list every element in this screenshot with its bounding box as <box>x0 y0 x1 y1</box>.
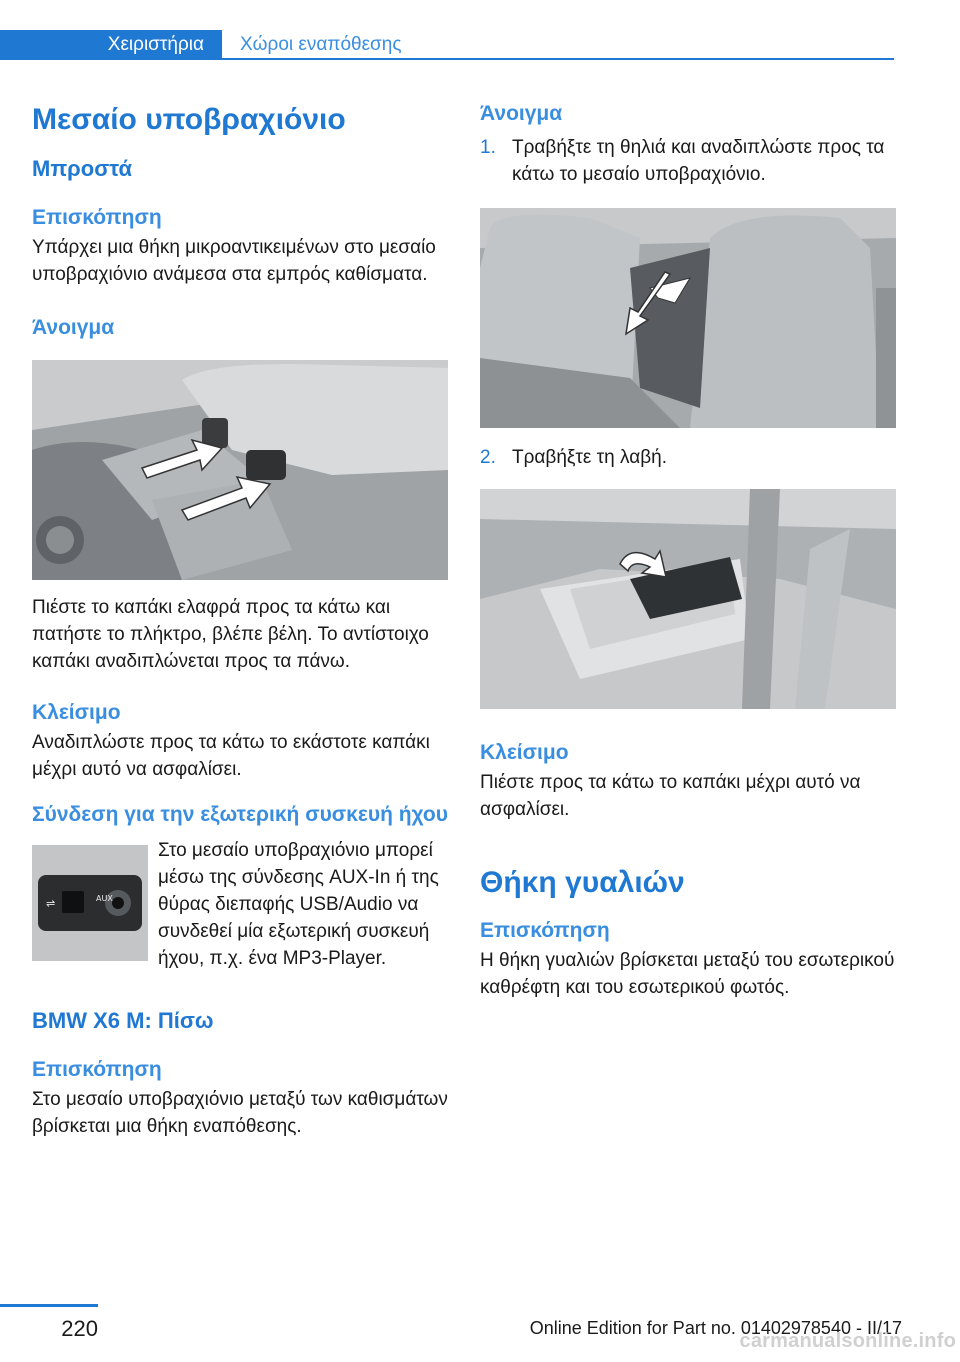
front-armrest-photo <box>32 360 448 580</box>
step-2-text: Τραβήξτε τη λαβή. <box>512 447 667 468</box>
rear-closing-heading: Κλείσιμο <box>480 741 569 764</box>
aux-text: Στο μεσαίο υποβραχιόνιο μπορεί μέσω της σύνδεσης AUX-In ή της θύρας διεπαφής USB/Audio να συνδεθεί μία εξωτερική συσκευή ήχου, π.χ. ένα MP3-Player. <box>158 840 439 969</box>
edition-label: Online Edition for Part no. 01402978540 - II/17 <box>529 1318 902 1338</box>
svg-text:⇌: ⇌ <box>46 897 56 910</box>
left-column <box>32 100 448 1140</box>
page-header <box>0 30 894 60</box>
rear-seat-photo <box>480 208 896 428</box>
closing-text: Αναδιπλώστε προς τα κάτω το εκάστοτε καπάκι μέχρι αυτό να ασφαλίσει. <box>32 732 430 780</box>
step-1-number: 1. <box>480 137 496 158</box>
step-1 <box>480 134 896 188</box>
header-divider <box>222 58 894 60</box>
rear-opening-heading: Άνοιγμα <box>480 102 563 125</box>
closing-heading: Κλείσιμο <box>32 701 121 724</box>
aux-heading: Σύνδεση για την εξωτερική συσκευή ήχου <box>32 803 448 826</box>
section-tab[interactable]: Χώροι εναπόθεσης <box>240 34 402 55</box>
page-number: 220 <box>61 1316 98 1341</box>
aux-section <box>32 837 448 972</box>
overview-text: Υπάρχει μια θήκη μικροαντικειμένων στο μεσαίο υποβραχιόνιο ανάμεσα στα εμπρός καθίσματα. <box>32 237 436 285</box>
step-2 <box>480 444 896 471</box>
overview-heading: Επισκόπηση <box>32 206 162 229</box>
rear-closing-text: Πιέστε προς τα κάτω το καπάκι μέχρι αυτό να ασφαλίσει. <box>480 772 861 820</box>
aux-port-photo <box>32 845 148 961</box>
page-title: Μεσαίο υποβραχιόνιο <box>32 103 346 136</box>
front-heading: Μπροστά <box>32 156 132 181</box>
rear-heading: BMW X6 M: Πίσω <box>32 1008 214 1033</box>
right-column <box>480 100 896 1001</box>
opening-text: Πιέστε το καπάκι ελαφρά προς τα κάτω και πατήστε το πλήκτρο, βλέπε βέλη. Το αντίστοιχο καπάκι αναδιπλώνεται προς τα πάνω. <box>32 597 429 672</box>
footer-divider <box>0 1304 98 1307</box>
aux-label: AUX <box>96 894 113 903</box>
step-2-number: 2. <box>480 447 496 468</box>
chapter-tab[interactable]: Χειριστήρια <box>0 30 222 60</box>
rear-overview-text: Στο μεσαίο υποβραχιόνιο μεταξύ των καθισμάτων βρίσκεται μια θήκη εναπόθεσης. <box>32 1089 448 1137</box>
step-1-text: Τραβήξτε τη θηλιά και αναδιπλώστε προς τα κάτω το μεσαίο υποβραχιόνιο. <box>512 137 885 185</box>
glasses-title: Θήκη γυαλιών <box>480 866 685 899</box>
rear-armrest-photo <box>480 489 896 709</box>
glasses-overview-heading: Επισκόπηση <box>480 919 610 942</box>
opening-heading: Άνοιγμα <box>32 316 115 339</box>
glasses-text: Η θήκη γυαλιών βρίσκεται μεταξύ του εσωτερικού καθρέφτη και του εσωτερικού φωτός. <box>480 950 895 998</box>
rear-overview-heading: Επισκόπηση <box>32 1058 162 1081</box>
watermark: carmanualsonline.info <box>739 1330 956 1352</box>
